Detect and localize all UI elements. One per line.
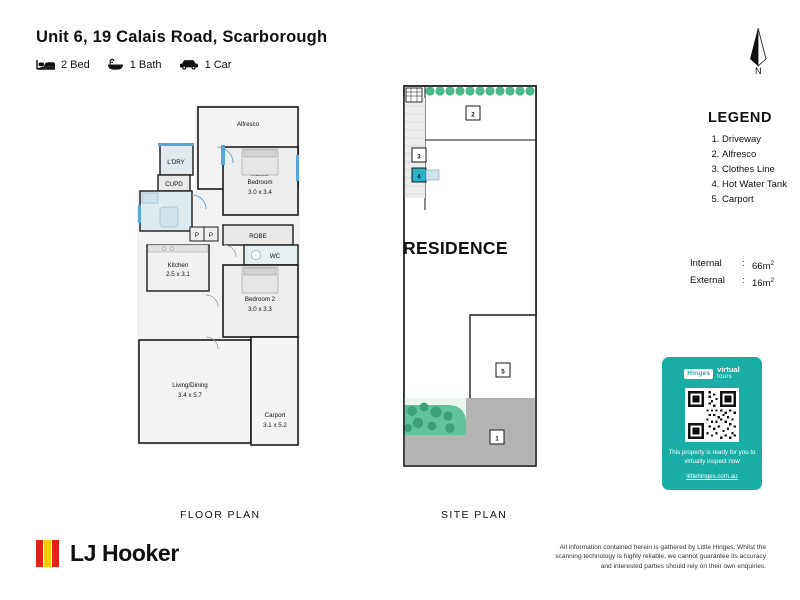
legend xyxy=(708,110,798,207)
svg-text:L'DRY: L'DRY xyxy=(167,159,185,166)
brand-logo xyxy=(36,540,179,567)
area-internal-label: Internal xyxy=(690,258,722,269)
legend-item-driveway: 1. Driveway xyxy=(722,132,798,147)
svg-text:1: 1 xyxy=(495,435,499,443)
virtual-tour-card[interactable] xyxy=(662,357,762,490)
tours-label: tours xyxy=(717,373,733,380)
svg-text:3.0 x 3.4: 3.0 x 3.4 xyxy=(248,189,272,196)
compass-rose xyxy=(738,26,780,82)
area-internal-colon: : xyxy=(742,258,745,269)
svg-text:Carport: Carport xyxy=(264,412,286,419)
svg-text:Kitchen: Kitchen xyxy=(167,262,189,269)
page-title: Unit 6, 19 Calais Road, Scarborough xyxy=(36,28,328,46)
virtual-label: virtual xyxy=(717,365,740,374)
svg-text:CUPD: CUPD xyxy=(165,181,183,188)
area-external-colon: : xyxy=(742,275,745,287)
virtual-tour-header xyxy=(662,357,762,381)
site-plan-drawing xyxy=(390,80,550,480)
brand-name: LJ Hooker xyxy=(70,540,179,566)
svg-text:Alfresco: Alfresco xyxy=(236,121,260,128)
svg-text:2.5 x 3.1: 2.5 x 3.1 xyxy=(166,271,190,278)
compass-north-label: N xyxy=(755,66,762,76)
area-internal-value: $66m^2$ xyxy=(752,260,775,273)
area-external-value: $16m^2$ xyxy=(752,277,775,290)
lj-hooker-mark-icon xyxy=(36,540,61,567)
legend-title: LEGEND xyxy=(708,110,773,126)
svg-text:3.1 x 5.2: 3.1 x 5.2 xyxy=(263,422,287,429)
virtual-tour-url[interactable]: littlehinges.com.au xyxy=(686,473,738,480)
svg-text:2: 2 xyxy=(471,111,475,119)
area-internal-row xyxy=(690,257,774,274)
property-specs xyxy=(36,58,231,71)
svg-text:Living/Dining: Living/Dining xyxy=(172,382,208,389)
svg-text:4: 4 xyxy=(417,173,421,181)
svg-text:ROBE: ROBE xyxy=(249,233,267,240)
legend-item-alfresco: 2. Alfresco xyxy=(722,147,798,162)
bath-icon xyxy=(106,58,125,71)
svg-text:P: P xyxy=(208,232,214,239)
floor-plan-caption: FLOOR PLAN xyxy=(180,509,261,521)
area-external-label: External xyxy=(690,275,725,287)
spec-car xyxy=(178,58,232,71)
spec-bath-label: 1 Bath xyxy=(129,58,162,71)
svg-text:Bedroom 2: Bedroom 2 xyxy=(244,296,276,303)
spec-car-label: 1 Car xyxy=(204,58,232,71)
spec-bed-label: 2 Bed xyxy=(61,58,90,71)
svg-text:5: 5 xyxy=(501,368,505,376)
svg-text:Bedroom: Bedroom xyxy=(247,179,273,186)
car-icon xyxy=(178,58,200,71)
site-plan-caption: SITE PLAN xyxy=(441,509,508,521)
spec-bath xyxy=(106,58,162,71)
svg-text:3.4 x 5.7: 3.4 x 5.7 xyxy=(178,392,202,399)
qr-code[interactable] xyxy=(685,388,739,442)
legend-list xyxy=(708,132,798,207)
residence-label: RESIDENCE xyxy=(403,238,508,258)
bed-icon xyxy=(36,58,56,71)
spec-bed xyxy=(36,58,90,71)
virtual-tour-message: This property is ready for you to virtually inspect now xyxy=(668,449,756,465)
legend-item-carport: 5. Carport xyxy=(722,192,798,207)
svg-text:P: P xyxy=(194,232,200,239)
svg-text:3.0 x 3.3: 3.0 x 3.3 xyxy=(248,306,272,313)
virtual-tours-label xyxy=(717,366,740,381)
svg-text:WC: WC xyxy=(269,253,281,260)
area-external-row xyxy=(690,274,774,291)
area-summary xyxy=(690,257,774,291)
disclaimer-text: All information contained herein is gathered by Little Hinges. Whilst the scanning technology is highly reliable, we cannot guarantee its accuracy and interested parties should rely on their own enquiries. xyxy=(555,544,766,570)
hinges-logo: Hinges xyxy=(684,369,713,379)
svg-text:3: 3 xyxy=(417,153,421,161)
legend-item-hot-water-tank: 4. Hot Water Tank xyxy=(722,177,798,192)
floor-plan-drawing xyxy=(120,85,320,465)
legend-item-clothes-line: 3. Clothes Line xyxy=(722,162,798,177)
